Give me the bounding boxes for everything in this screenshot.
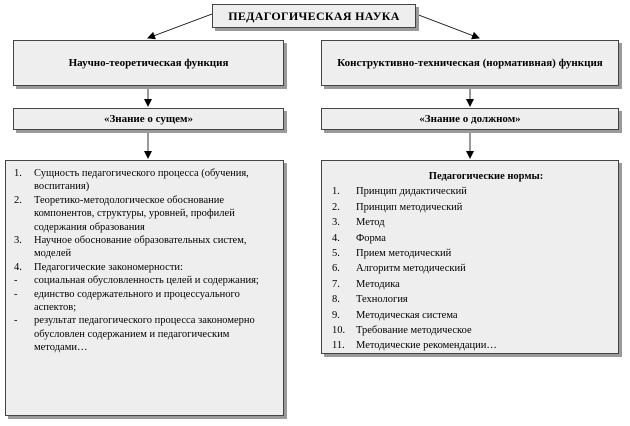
list-item: - единство содержательного и процессуального аспектов;: [14, 288, 240, 314]
list-item: 2. Принцип методический: [332, 201, 463, 213]
list-item: 4. Педагогические закономерности:: [14, 261, 183, 273]
left-list: [14, 167, 275, 355]
norms-heading: Педагогические нормы:: [428, 171, 544, 182]
list-item: 10. Требование методическое: [332, 325, 472, 337]
right-function-text: Конструктивно-техническая (нормативная) функция: [337, 56, 603, 69]
arrow-title-to-right: [416, 14, 479, 38]
right-knowledge-text: «Знание о должном»: [419, 113, 521, 125]
list-item: 11. Методические рекомендации…: [332, 340, 497, 352]
left-knowledge-box: [13, 108, 284, 130]
left-list-box: [5, 160, 284, 416]
left-knowledge-text: «Знание о сущем»: [103, 113, 194, 125]
arrow-title-to-left: [148, 14, 212, 38]
list-item: 6. Алгоритм методический: [332, 263, 466, 275]
list-item: 7. Методика: [332, 278, 400, 290]
list-item: 8. Технология: [332, 294, 408, 306]
list-item: 1. Принцип дидактический: [332, 186, 467, 198]
list-item: 3. Метод: [332, 217, 385, 229]
right-list: [332, 184, 610, 353]
list-item: 1. Сущность педагогического процесса (обучения, воспитания): [14, 168, 249, 193]
list-item: - социальная обусловленность целей и содержания;: [14, 275, 259, 287]
title-box: [212, 4, 416, 28]
list-item: 4. Форма: [332, 232, 386, 244]
list-item: 5. Прием методический: [332, 248, 452, 260]
list-item: - результат педагогического процесса закономерно обусловлен содержанием и педагогическим методами…: [14, 315, 255, 354]
list-item: 9. Методическая система: [332, 309, 458, 321]
left-function-box: [13, 40, 284, 86]
list-item: 3. Научное обоснование образовательных систем, моделей: [14, 235, 247, 260]
right-list-box: [321, 160, 619, 354]
title-text: ПЕДАГОГИЧЕСКАЯ НАУКА: [228, 8, 400, 23]
left-function-text: Научно-теоретическая функция: [68, 56, 229, 69]
list-item: 2. Теоретико-методологическое обоснование компонентов, структуры, уровней, профилей содержания образования: [14, 194, 235, 233]
right-knowledge-box: [321, 108, 619, 130]
right-function-box: [321, 40, 619, 86]
